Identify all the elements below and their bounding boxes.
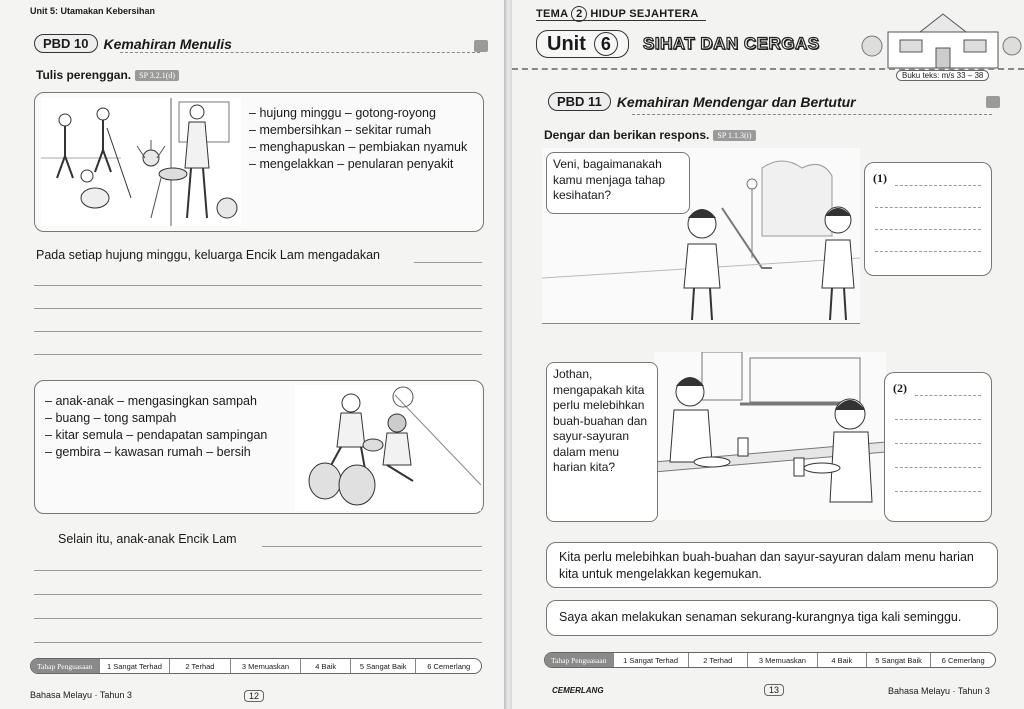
question-bubble-1: Veni, bagaimanakah kamu menjaga tahap kesihatan? (546, 152, 690, 214)
response-option-1[interactable]: Kita perlu melebihkan buah-buahan dan sayur-sayuran dalam menu harian kita untuk mengelakkan kegemukan. (546, 542, 998, 588)
answer-line[interactable] (875, 207, 981, 208)
instruction (36, 68, 179, 82)
hint-list-1 (249, 105, 479, 173)
writing-line[interactable] (34, 570, 482, 571)
unit-badge (536, 30, 629, 58)
tema-title: HIDUP SEJAHTERA (590, 8, 699, 20)
mastery-scale (30, 658, 482, 674)
hint-item: – gembira – kawasan rumah – bersih (45, 444, 295, 461)
mastery-scale-label: Tahap Penguasaan (545, 653, 613, 667)
unit-heading (536, 30, 820, 58)
right-page (512, 0, 1024, 709)
answer-line[interactable] (895, 443, 981, 444)
publisher-logo: CEMERLANG (552, 686, 604, 695)
pbd-tag: PBD 11 (548, 92, 611, 111)
hint-item: – membersihkan – sekitar rumah (249, 122, 479, 139)
hint-item: – kitar semula – pendapatan sampingan (45, 427, 295, 444)
answer-line[interactable] (875, 229, 981, 230)
hint-item: – anak-anak – mengasingkan sampah (45, 393, 295, 410)
paragraph-starter-1: Pada setiap hujung minggu, keluarga Encik Lam mengadakan (36, 248, 380, 262)
answer-line[interactable] (895, 491, 981, 492)
hint-item: – menghapuskan – pembiakan nyamuk (249, 139, 479, 156)
scene-2 (654, 352, 886, 520)
answer-number: (1) (873, 171, 887, 185)
answer-box-1[interactable] (864, 162, 992, 276)
textbook-reference: Buku teks: m/s 33 – 38 (896, 70, 989, 81)
answer-number: (2) (893, 381, 907, 395)
answer-line[interactable] (895, 185, 981, 186)
page-number: 13 (764, 684, 784, 696)
unit-label: Unit (547, 32, 586, 55)
heading-rule (120, 52, 480, 53)
mastery-level[interactable]: 2 Terhad (169, 659, 229, 673)
writing-line[interactable] (262, 546, 482, 547)
unit-title: SIHAT DAN CERGAS (642, 34, 820, 53)
footer-subject: Bahasa Melayu · Tahun 3 (888, 686, 990, 696)
tema-underline (536, 20, 706, 21)
hint-box-1 (34, 92, 484, 232)
school-building-icon (860, 10, 1022, 70)
hint-item: – hujung minggu – gotong-royong (249, 105, 479, 122)
paragraph-starter-2: Selain itu, anak-anak Encik Lam (58, 532, 237, 546)
mastery-level[interactable]: 4 Baik (817, 653, 866, 667)
mastery-level[interactable]: 5 Sangat Baik (866, 653, 931, 667)
pbd-tag: PBD 10 (34, 34, 98, 53)
speaker-icon (986, 96, 1000, 108)
sp-code: SP 3.2.1(d) (135, 70, 179, 81)
left-page (0, 0, 506, 709)
mastery-level[interactable]: 1 Sangat Terhad (613, 653, 688, 667)
heading-rule (632, 114, 992, 115)
family-cleaning-illustration (41, 98, 241, 226)
children-rubbish-illustration (295, 385, 481, 511)
pbd-heading (548, 92, 856, 111)
pbd-heading (34, 34, 232, 53)
answer-line[interactable] (895, 419, 981, 420)
footer-subject: Bahasa Melayu · Tahun 3 (30, 690, 132, 700)
mastery-level[interactable]: 5 Sangat Baik (350, 659, 416, 673)
writing-line[interactable] (34, 642, 482, 643)
instruction-text: Tulis perenggan. (36, 68, 132, 82)
writing-line[interactable] (34, 331, 482, 332)
mastery-scale (544, 652, 996, 668)
writing-line[interactable] (414, 262, 482, 263)
answer-line[interactable] (915, 395, 981, 396)
page-number: 12 (244, 690, 264, 702)
writing-line[interactable] (34, 354, 482, 355)
writing-line[interactable] (34, 308, 482, 309)
mastery-level[interactable]: 3 Memuaskan (747, 653, 817, 667)
unit-number: 6 (594, 32, 618, 56)
mastery-level[interactable]: 3 Memuaskan (230, 659, 301, 673)
instruction-text: Dengar dan berikan respons. (544, 128, 710, 142)
response-option-2[interactable]: Saya akan melakukan senaman sekurang-kurangnya tiga kali seminggu. (546, 600, 998, 636)
pencil-icon (474, 40, 488, 52)
hint-box-2 (34, 380, 484, 514)
dining-scene-illustration (654, 352, 886, 520)
mastery-level[interactable]: 4 Baik (300, 659, 350, 673)
mastery-level[interactable]: 1 Sangat Terhad (99, 659, 170, 673)
writing-line[interactable] (34, 285, 482, 286)
pbd-title: Kemahiran Menulis (103, 35, 232, 52)
answer-box-2[interactable] (884, 372, 992, 522)
pbd-title: Kemahiran Mendengar dan Bertutur (616, 93, 856, 110)
instruction (544, 128, 756, 142)
writing-line[interactable] (34, 618, 482, 619)
mastery-level[interactable]: 2 Terhad (688, 653, 747, 667)
hint-item: – mengelakkan – penularan penyakit (249, 156, 479, 173)
writing-line[interactable] (34, 594, 482, 595)
mastery-scale-label: Tahap Penguasaan (31, 659, 99, 673)
tema-label: TEMA (536, 8, 569, 20)
tema-number: 2 (571, 6, 587, 22)
hint-list-2 (45, 393, 295, 461)
sp-code: SP 1.1.3(i) (713, 130, 755, 141)
question-bubble-2: Jothan, mengapakah kita perlu melebihkan buah-buahan dan sayur-sayuran dalam menu harian kita? (546, 362, 658, 522)
mastery-level[interactable]: 6 Cemerlang (930, 653, 995, 667)
answer-line[interactable] (875, 251, 981, 252)
unit-header: Unit 5: Utamakan Kebersihan (30, 6, 156, 16)
hint-item: – buang – tong sampah (45, 410, 295, 427)
answer-line[interactable] (895, 467, 981, 468)
mastery-level[interactable]: 6 Cemerlang (415, 659, 481, 673)
